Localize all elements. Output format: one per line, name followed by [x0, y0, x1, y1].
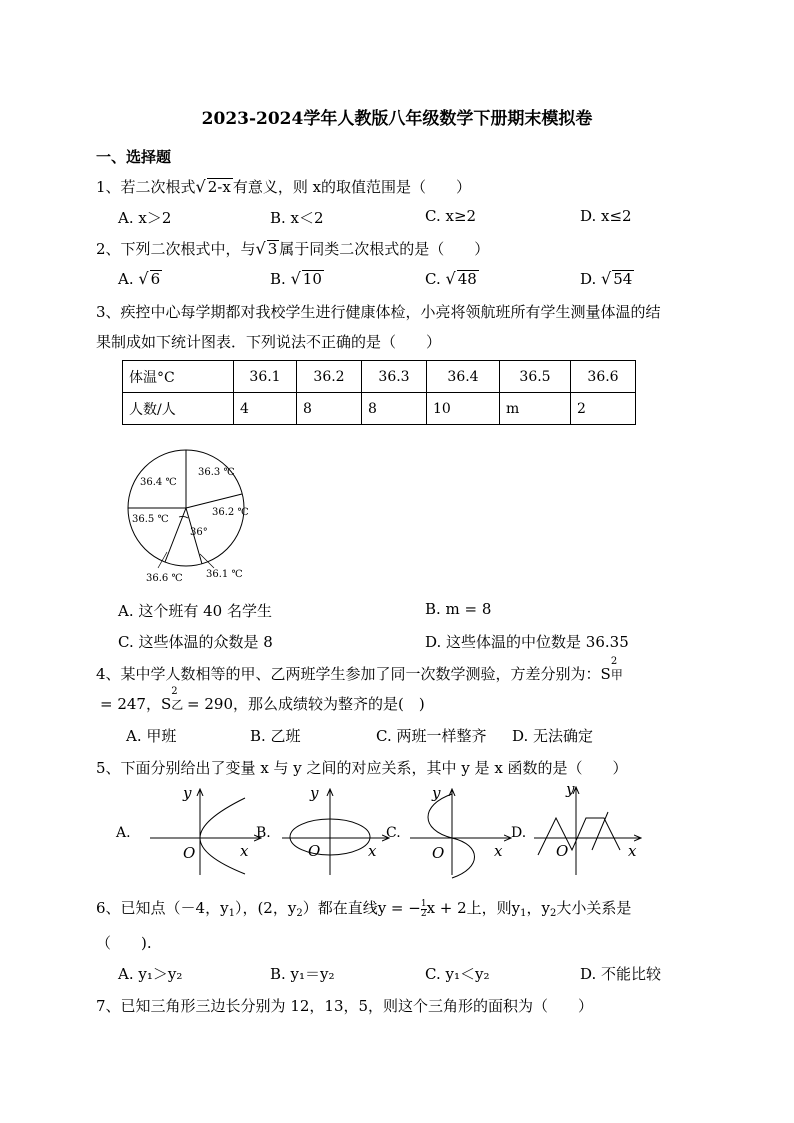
radicand: 48 — [457, 270, 477, 288]
q2-option-d — [580, 269, 634, 288]
numerator: 1 — [420, 898, 427, 909]
sqrt-sign: √ — [601, 269, 612, 288]
origin-label: O — [308, 842, 321, 860]
table-cell: 36.6 — [571, 361, 636, 393]
q6-text: x + 2上，则y — [426, 899, 521, 917]
q6-option-a: A. y₁＞y₂ — [118, 965, 183, 983]
q3-option-a: A. 这个班有 40 名学生 — [118, 602, 272, 620]
temperature-table — [122, 360, 636, 425]
table-cell: 体温°C — [123, 361, 234, 393]
question-1 — [96, 176, 471, 197]
graph-b — [282, 784, 388, 875]
superscript: 2 — [171, 686, 178, 697]
option-letter: A. — [118, 270, 134, 288]
q2-option-b — [270, 269, 324, 288]
sqrt-sign: √ — [290, 269, 301, 288]
table-cell: 8 — [297, 393, 362, 425]
pie-label: 36.5 ℃ — [132, 514, 169, 525]
denominator: 2 — [420, 908, 427, 919]
sqrt-sign: √ — [255, 239, 266, 258]
axis-label: y — [183, 784, 192, 802]
q1-radicand: 2-x — [207, 178, 231, 196]
q4-text: = 290，那么成绩较为整齐的是( ) — [182, 695, 425, 713]
q5-stem: 5、下面分别给出了变量 x 与 y 之间的对应关系，其中 y 是 x 函数的是（ ） — [96, 759, 628, 777]
q5-graphs — [110, 780, 650, 880]
subscript: 1 — [228, 908, 235, 919]
pie-label: 36.6 ℃ — [146, 573, 183, 584]
page-title: 2023-2024学年人教版八年级数学下册期末模拟卷 — [201, 109, 593, 129]
q4-option-d: D. 无法确定 — [512, 727, 594, 745]
subscript: 2 — [296, 908, 303, 919]
table-cell: 36.5 — [500, 361, 571, 393]
axis-label: x — [240, 842, 249, 860]
q6-option-b: B. y₁＝y₂ — [270, 965, 335, 983]
section-heading: 一、选择题 — [96, 148, 172, 166]
superscript: 2 — [610, 656, 618, 667]
origin-label: O — [183, 844, 196, 862]
q2-option-c — [425, 269, 479, 288]
subscript: 甲 — [610, 668, 623, 682]
table-row — [123, 393, 636, 425]
q3-option-c: C. 这些体温的众数是 8 — [118, 633, 273, 651]
q1-option-c: C. x≥2 — [425, 207, 477, 225]
q6-text: 6、已知点（－4，y — [96, 899, 229, 917]
graph-c — [410, 784, 510, 878]
radicand: 10 — [302, 270, 322, 288]
q2-option-a — [118, 269, 162, 288]
graph-label: B. — [256, 825, 271, 841]
subscript: 1 — [520, 908, 527, 919]
sqrt-sign: √ — [445, 269, 456, 288]
q4-stem-line1 — [96, 656, 623, 684]
q1-stem-post: 有意义，则 x的取值范围是（ ） — [232, 178, 472, 196]
q6-option-d: D. 不能比较 — [580, 965, 662, 983]
table-row — [123, 361, 636, 393]
question-2 — [96, 238, 489, 259]
q3-option-b: B. m = 8 — [425, 600, 492, 618]
q6-text: 大小关系是 — [556, 899, 632, 917]
radicand: 54 — [613, 270, 633, 288]
table-cell: 36.2 — [297, 361, 362, 393]
q4-text: 4、某中学人数相等的甲、乙两班学生参加了同一次数学测验，方差分别为：S — [96, 665, 611, 683]
q3-stem-line2: 果制成如下统计图表．下列说法不正确的是（ ） — [96, 333, 442, 351]
q6-stem-line2: （ ). — [96, 934, 152, 952]
graph-a — [150, 784, 260, 875]
sqrt-sign: √ — [138, 269, 149, 288]
variance-symbol — [171, 686, 184, 713]
pie-chart — [110, 440, 270, 588]
q6-text: ）都在直线y = − — [302, 899, 421, 917]
q1-option-b: B. x＜2 — [270, 209, 324, 227]
pie-label: 36.2 ℃ — [212, 507, 249, 518]
axis-label: y — [432, 784, 441, 802]
q4-option-c: C. 两班一样整齐 — [376, 727, 487, 745]
q6-option-c: C. y₁＜y₂ — [425, 965, 490, 983]
q1-option-a: A. x＞2 — [118, 209, 172, 227]
subscript: 2 — [550, 908, 557, 919]
table-cell: 10 — [427, 393, 500, 425]
sqrt-sign: √ — [195, 177, 206, 196]
option-letter: B. — [270, 270, 286, 288]
subscript: 乙 — [171, 698, 184, 712]
graph-d — [534, 780, 640, 875]
pie-label: 36° — [190, 527, 208, 538]
q6-text: ，y — [526, 899, 551, 917]
axis-label: y — [566, 780, 575, 798]
option-letter: D. — [580, 270, 597, 288]
table-cell: 2 — [571, 393, 636, 425]
pie-label: 36.3 ℃ — [198, 467, 235, 478]
q4-text: = 247，S — [100, 695, 172, 713]
origin-label: O — [432, 844, 445, 862]
q2-stem-post: 属于同类二次根式的是（ ） — [279, 240, 490, 258]
origin-label: O — [556, 842, 569, 860]
q4-option-b: B. 乙班 — [250, 727, 301, 745]
q3-stem-line1: 3、疾控中心每学期都对我校学生进行健康体检，小亮将领航班所有学生测量体温的结 — [96, 303, 661, 321]
table-cell: 36.1 — [234, 361, 297, 393]
table-cell: m — [500, 393, 571, 425]
axis-label: y — [310, 784, 319, 802]
q3-option-d: D. 这些体温的中位数是 36.35 — [425, 633, 629, 651]
graph-label: D. — [511, 825, 527, 841]
table-cell: 36.4 — [427, 361, 500, 393]
radicand: 6 — [150, 270, 161, 288]
variance-symbol — [610, 656, 623, 683]
axis-label: x — [628, 842, 637, 860]
table-cell: 人数/人 — [123, 393, 234, 425]
q4-stem-line2 — [100, 686, 425, 714]
axis-label: x — [368, 842, 377, 860]
q7-stem: 7、已知三角形三边长分别为 12，13，5，则这个三角形的面积为（ ） — [96, 997, 594, 1015]
axis-label: x — [494, 842, 503, 860]
q2-radicand: 3 — [267, 240, 278, 258]
q6-text: ），(2，y — [234, 899, 297, 917]
table-cell: 4 — [234, 393, 297, 425]
q6-stem — [96, 897, 631, 919]
q1-stem-pre: 1、若二次根式 — [96, 178, 196, 196]
pie-label: 36.4 ℃ — [140, 477, 177, 488]
q1-option-d: D. x≤2 — [580, 207, 632, 225]
pie-label: 36.1 ℃ — [206, 569, 243, 580]
table-cell: 36.3 — [362, 361, 427, 393]
q2-stem-pre: 2、下列二次根式中，与 — [96, 240, 256, 258]
graph-label: A. — [116, 825, 131, 841]
q4-option-a: A. 甲班 — [126, 727, 177, 745]
table-cell: 8 — [362, 393, 427, 425]
option-letter: C. — [425, 270, 441, 288]
graph-label: C. — [386, 825, 401, 841]
